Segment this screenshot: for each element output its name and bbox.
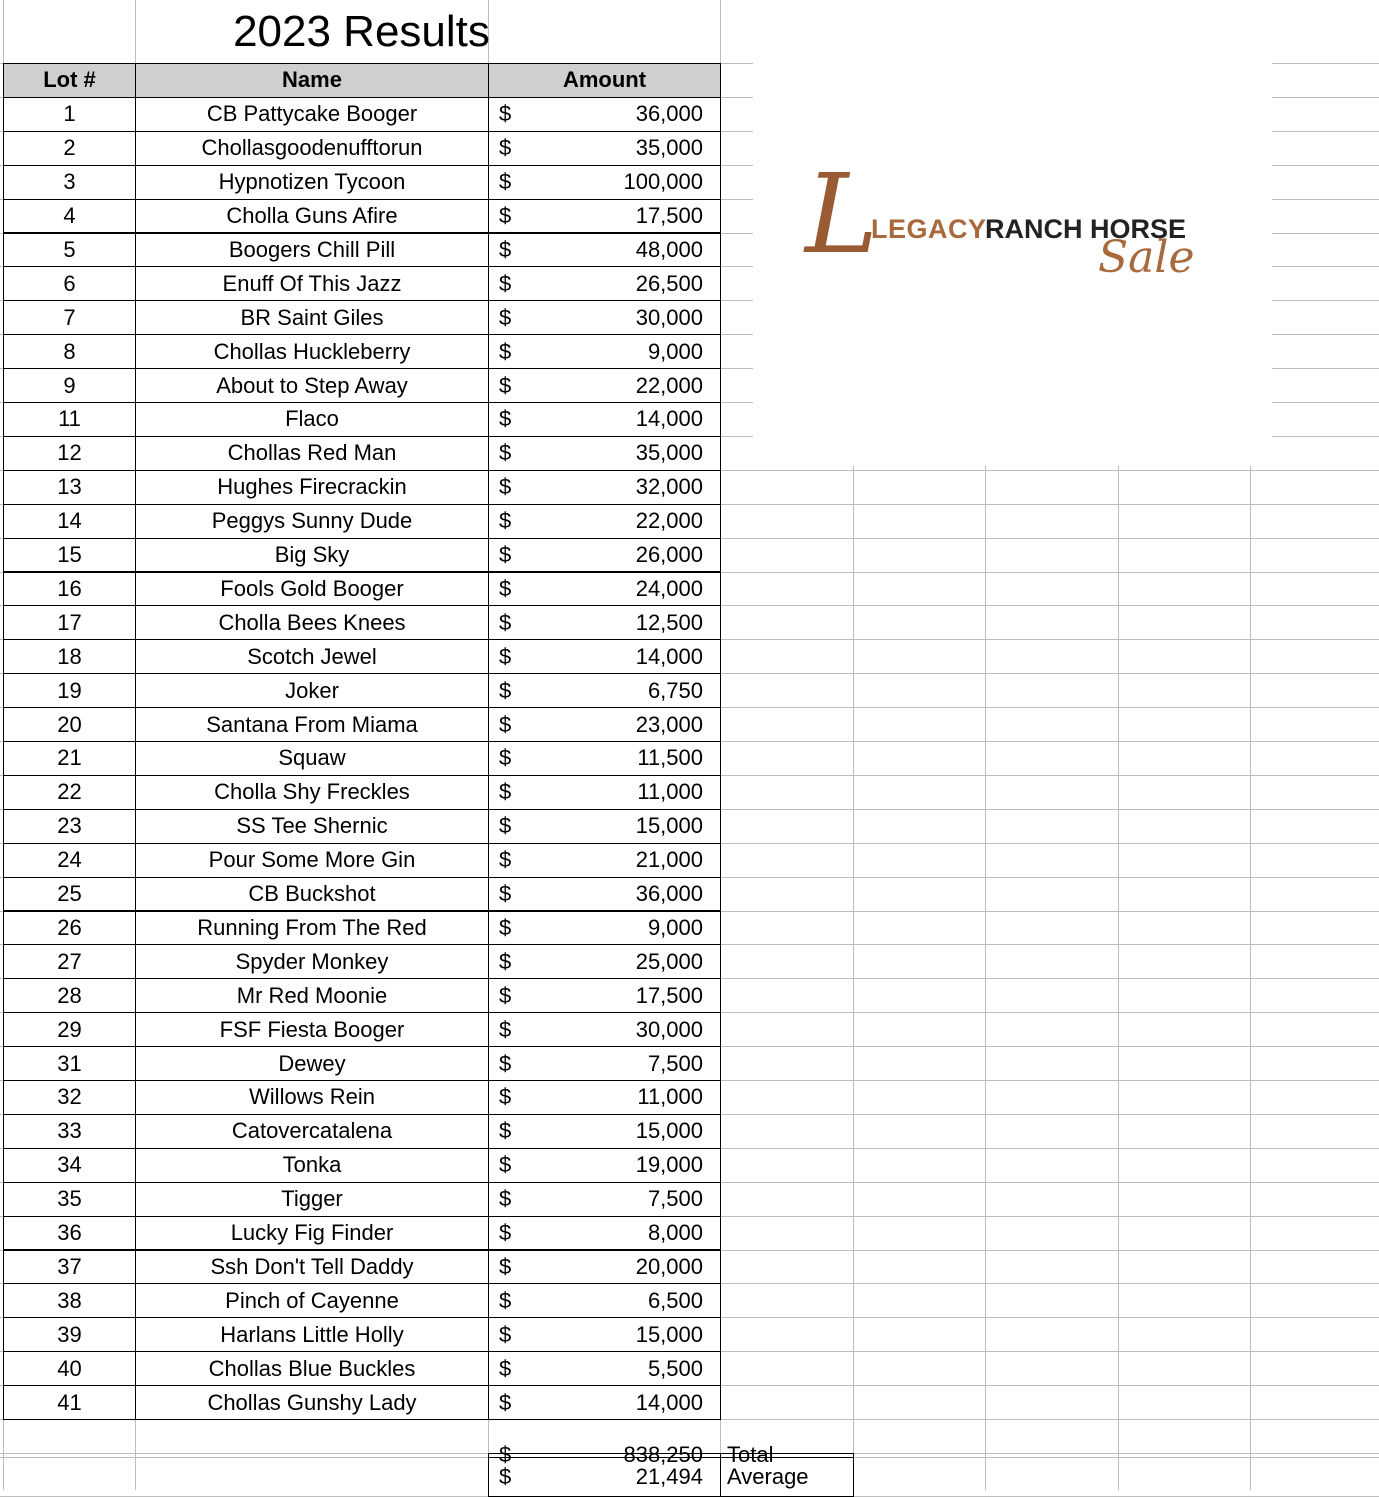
currency-symbol: $ — [499, 1084, 512, 1110]
header-amount-text: Amount — [562, 67, 647, 93]
lot-cell-text: 17 — [57, 609, 82, 635]
lot-cell[interactable] — [3, 334, 136, 369]
name-cell[interactable] — [135, 1283, 489, 1318]
currency-symbol: $ — [499, 508, 512, 534]
name-cell-text: Willows Rein — [249, 1084, 375, 1110]
amount-cell-text: 35,000 — [635, 440, 703, 466]
amount-cell[interactable] — [488, 504, 721, 539]
name-cell-text: Chollas Huckleberry — [213, 338, 411, 364]
currency-symbol: $ — [499, 982, 512, 1008]
lot-cell[interactable] — [3, 1385, 136, 1420]
name-cell-text: SS Tee Shernic — [236, 813, 388, 839]
currency-symbol: $ — [499, 440, 512, 466]
amount-cell[interactable] — [488, 877, 721, 912]
lot-cell-text: 33 — [57, 1118, 82, 1144]
amount-cell-text: 26,500 — [635, 270, 703, 296]
summary-amount-cell-text: 838,250 — [623, 1442, 703, 1468]
header-amount[interactable] — [488, 63, 721, 98]
name-cell-text: Dewey — [278, 1050, 346, 1076]
currency-symbol: $ — [499, 1220, 512, 1246]
lot-cell-text: 12 — [57, 440, 82, 466]
lot-cell-text: 9 — [63, 372, 76, 398]
amount-cell-text: 6,500 — [647, 1287, 703, 1313]
name-cell-text: Boogers Chill Pill — [228, 236, 396, 262]
amount-cell[interactable] — [488, 402, 721, 437]
name-cell[interactable] — [135, 572, 489, 607]
amount-cell-text: 26,000 — [635, 542, 703, 568]
currency-symbol: $ — [499, 1016, 512, 1042]
currency-symbol: $ — [499, 542, 512, 568]
amount-cell[interactable] — [488, 199, 721, 234]
header-lot-text: Lot # — [43, 67, 96, 93]
amount-cell-text: 17,500 — [635, 203, 703, 229]
amount-cell-text: 15,000 — [635, 813, 703, 839]
currency-symbol: $ — [499, 1355, 512, 1381]
lot-cell[interactable] — [3, 1250, 136, 1285]
amount-cell-text: 20,000 — [635, 1253, 703, 1279]
amount-cell[interactable] — [488, 1080, 721, 1115]
name-cell-text: Flaco — [285, 406, 339, 432]
amount-cell[interactable] — [488, 639, 721, 674]
lot-cell-text: 34 — [57, 1152, 82, 1178]
currency-symbol: $ — [499, 372, 512, 398]
currency-symbol: $ — [499, 169, 512, 195]
name-cell-text: Chollas Red Man — [227, 440, 397, 466]
currency-symbol: $ — [499, 948, 512, 974]
lot-cell-text: 2 — [63, 135, 76, 161]
lot-cell-text: 36 — [57, 1220, 82, 1246]
name-cell[interactable] — [135, 131, 489, 166]
lot-cell-text: 32 — [57, 1084, 82, 1110]
header-name[interactable] — [135, 63, 489, 98]
amount-cell[interactable] — [488, 843, 721, 878]
lot-cell[interactable] — [3, 707, 136, 742]
amount-cell-text: 11,000 — [637, 779, 703, 805]
name-cell[interactable] — [135, 368, 489, 403]
name-cell-text: Pinch of Cayenne — [225, 1287, 399, 1313]
lot-cell-text: 39 — [57, 1321, 82, 1347]
amount-cell[interactable] — [488, 470, 721, 505]
lot-cell[interactable] — [3, 911, 136, 946]
sheet-title: 2023 Results — [233, 6, 490, 56]
name-cell[interactable] — [135, 233, 489, 268]
lot-cell-text: 15 — [57, 542, 82, 568]
lot-cell-text: 24 — [57, 847, 82, 873]
name-cell-text: Scotch Jewel — [247, 643, 377, 669]
lot-cell-text: 5 — [63, 236, 76, 262]
name-cell-text: Squaw — [278, 745, 346, 771]
name-cell-text: Big Sky — [274, 542, 350, 568]
header-name-text: Name — [282, 67, 342, 93]
amount-cell[interactable] — [488, 97, 721, 132]
amount-cell-text: 15,000 — [635, 1321, 703, 1347]
lot-cell[interactable] — [3, 436, 136, 471]
lot-cell[interactable] — [3, 368, 136, 403]
name-cell-text: Pour Some More Gin — [208, 847, 416, 873]
lot-cell-text: 37 — [57, 1253, 82, 1279]
lot-cell-text: 25 — [57, 881, 82, 907]
lot-cell[interactable] — [3, 605, 136, 640]
amount-cell[interactable] — [488, 368, 721, 403]
amount-cell[interactable] — [488, 1385, 721, 1420]
name-cell-text: Chollas Gunshy Lady — [207, 1389, 417, 1415]
currency-symbol: $ — [499, 1442, 512, 1468]
amount-cell-text: 21,000 — [635, 847, 703, 873]
name-cell[interactable] — [135, 809, 489, 844]
lot-cell[interactable] — [3, 877, 136, 912]
name-cell-text: CB Buckshot — [248, 881, 376, 907]
currency-symbol: $ — [499, 236, 512, 262]
currency-symbol: $ — [499, 1152, 512, 1178]
amount-cell-text: 23,000 — [635, 711, 703, 737]
currency-symbol: $ — [499, 575, 512, 601]
name-cell[interactable] — [135, 1046, 489, 1081]
amount-cell-text: 6,750 — [647, 677, 703, 703]
lot-cell-text: 4 — [63, 203, 76, 229]
amount-cell[interactable] — [488, 775, 721, 810]
name-cell[interactable] — [135, 741, 489, 776]
currency-symbol: $ — [499, 1287, 512, 1313]
name-cell[interactable] — [135, 97, 489, 132]
currency-symbol: $ — [499, 677, 512, 703]
lot-cell[interactable] — [3, 843, 136, 878]
lot-cell-text: 38 — [57, 1287, 82, 1313]
lot-cell-text: 19 — [57, 677, 82, 703]
currency-symbol: $ — [499, 745, 512, 771]
currency-symbol: $ — [499, 1186, 512, 1212]
currency-symbol: $ — [499, 1050, 512, 1076]
lot-cell-text: 1 — [63, 101, 76, 127]
header-lot[interactable] — [3, 63, 136, 98]
lot-cell-text: 27 — [57, 948, 82, 974]
lot-cell-text: 6 — [63, 270, 76, 296]
amount-cell[interactable] — [488, 944, 721, 979]
amount-cell-text: 22,000 — [635, 508, 703, 534]
amount-cell-text: 7,500 — [647, 1186, 703, 1212]
lot-cell-text: 8 — [63, 338, 76, 364]
amount-cell[interactable] — [488, 1114, 721, 1149]
amount-cell[interactable] — [488, 978, 721, 1013]
amount-cell-text: 35,000 — [635, 135, 703, 161]
lot-cell[interactable] — [3, 1283, 136, 1318]
lot-cell-text: 13 — [57, 474, 82, 500]
summary-label-cell-text: Total — [727, 1442, 774, 1468]
name-cell-text: Peggys Sunny Dude — [211, 508, 413, 534]
name-cell[interactable] — [135, 1385, 489, 1420]
amount-cell-text: 19,000 — [635, 1152, 703, 1178]
amount-cell[interactable] — [488, 572, 721, 607]
name-cell[interactable] — [135, 775, 489, 810]
currency-symbol: $ — [499, 406, 512, 432]
amount-cell-text: 7,500 — [647, 1050, 703, 1076]
lot-cell-text: 3 — [63, 169, 76, 195]
amount-cell-text: 30,000 — [635, 304, 703, 330]
name-cell-text: Catovercatalena — [231, 1118, 393, 1144]
name-cell[interactable] — [135, 1114, 489, 1149]
name-cell[interactable] — [135, 402, 489, 437]
name-cell[interactable] — [135, 707, 489, 742]
amount-cell[interactable] — [488, 300, 721, 335]
amount-cell-text: 9,000 — [647, 914, 703, 940]
name-cell[interactable] — [135, 1216, 489, 1251]
amount-cell-text: 24,000 — [635, 575, 703, 601]
lot-cell[interactable] — [3, 1114, 136, 1149]
amount-cell-text: 48,000 — [635, 236, 703, 262]
currency-symbol: $ — [499, 101, 512, 127]
name-cell-text: Cholla Guns Afire — [226, 203, 398, 229]
name-cell-text: FSF Fiesta Booger — [219, 1016, 405, 1042]
currency-symbol: $ — [499, 135, 512, 161]
name-cell-text: CB Pattycake Booger — [206, 101, 418, 127]
lot-cell[interactable] — [3, 572, 136, 607]
lot-cell[interactable] — [3, 470, 136, 505]
logo-ranch-horse-text: RANCH HORSE — [985, 214, 1187, 244]
lot-cell-text: 26 — [57, 914, 82, 940]
name-cell[interactable] — [135, 165, 489, 200]
currency-symbol: $ — [499, 304, 512, 330]
lot-cell[interactable] — [3, 504, 136, 539]
lot-cell[interactable] — [3, 538, 136, 573]
currency-symbol: $ — [499, 1389, 512, 1415]
currency-symbol: $ — [499, 813, 512, 839]
name-cell[interactable] — [135, 470, 489, 505]
lot-cell[interactable] — [3, 1012, 136, 1047]
name-cell[interactable] — [135, 944, 489, 979]
lot-cell[interactable] — [3, 1046, 136, 1081]
amount-cell[interactable] — [488, 1317, 721, 1352]
currency-symbol: $ — [499, 1321, 512, 1347]
amount-cell[interactable] — [488, 538, 721, 573]
name-cell[interactable] — [135, 1182, 489, 1217]
name-cell-text: Harlans Little Holly — [220, 1321, 404, 1347]
amount-cell-text: 14,000 — [635, 643, 703, 669]
logo-script-l: L — [805, 150, 879, 278]
amount-cell[interactable] — [488, 266, 721, 301]
currency-symbol: $ — [499, 881, 512, 907]
currency-symbol: $ — [499, 203, 512, 229]
amount-cell-text: 100,000 — [623, 169, 703, 195]
lot-cell-text: 40 — [57, 1355, 82, 1381]
lot-cell[interactable] — [3, 673, 136, 708]
lot-cell-text: 41 — [57, 1389, 82, 1415]
logo-sale-text: Sale — [1098, 232, 1195, 283]
name-cell[interactable] — [135, 673, 489, 708]
name-cell[interactable] — [135, 538, 489, 573]
lot-cell-text: 22 — [57, 779, 82, 805]
lot-cell[interactable] — [3, 233, 136, 268]
name-cell-text: Enuff Of This Jazz — [222, 270, 402, 296]
lot-cell[interactable] — [3, 1351, 136, 1386]
amount-cell[interactable] — [488, 1148, 721, 1183]
name-cell[interactable] — [135, 266, 489, 301]
lot-cell[interactable] — [3, 639, 136, 674]
amount-cell-text: 32,000 — [635, 474, 703, 500]
name-cell[interactable] — [135, 334, 489, 369]
amount-cell[interactable] — [488, 1283, 721, 1318]
lot-cell[interactable] — [3, 978, 136, 1013]
name-cell-text: Cholla Bees Knees — [218, 609, 406, 635]
lot-cell[interactable] — [3, 1182, 136, 1217]
lot-cell-text: 35 — [57, 1186, 82, 1212]
currency-symbol: $ — [499, 1253, 512, 1279]
lot-cell[interactable] — [3, 402, 136, 437]
name-cell[interactable] — [135, 1250, 489, 1285]
lot-cell-text: 28 — [57, 982, 82, 1008]
name-cell[interactable] — [135, 877, 489, 912]
name-cell[interactable] — [135, 1351, 489, 1386]
currency-symbol: $ — [499, 914, 512, 940]
name-cell[interactable] — [135, 911, 489, 946]
name-cell[interactable] — [135, 639, 489, 674]
amount-cell[interactable] — [488, 741, 721, 776]
name-cell-text: Mr Red Moonie — [236, 982, 388, 1008]
amount-cell-text: 8,000 — [647, 1220, 703, 1246]
amount-cell[interactable] — [488, 1216, 721, 1251]
lot-cell-text: 31 — [57, 1050, 82, 1076]
lot-cell[interactable] — [3, 1080, 136, 1115]
amount-cell[interactable] — [488, 1046, 721, 1081]
lot-cell[interactable] — [3, 97, 136, 132]
currency-symbol: $ — [499, 270, 512, 296]
lot-cell-text: 11 — [58, 406, 81, 432]
currency-symbol: $ — [499, 338, 512, 364]
amount-cell[interactable] — [488, 1250, 721, 1285]
currency-symbol: $ — [499, 1118, 512, 1144]
name-cell-text: Chollas Blue Buckles — [208, 1355, 416, 1381]
lot-cell-text: 20 — [57, 711, 82, 737]
lot-cell[interactable] — [3, 775, 136, 810]
lot-cell[interactable] — [3, 266, 136, 301]
amount-cell-text: 30,000 — [635, 1016, 703, 1042]
amount-cell-text: 22,000 — [635, 372, 703, 398]
amount-cell-text: 5,500 — [647, 1355, 703, 1381]
name-cell-text: About to Step Away — [216, 372, 408, 398]
name-cell[interactable] — [135, 300, 489, 335]
amount-cell[interactable] — [488, 911, 721, 946]
amount-cell[interactable] — [488, 1182, 721, 1217]
amount-cell[interactable] — [488, 1012, 721, 1047]
name-cell-text: BR Saint Giles — [240, 304, 384, 330]
name-cell-text: Cholla Shy Freckles — [214, 779, 410, 805]
name-cell-text: Ssh Don't Tell Daddy — [210, 1253, 414, 1279]
name-cell[interactable] — [135, 843, 489, 878]
lot-cell[interactable] — [3, 131, 136, 166]
currency-symbol: $ — [499, 847, 512, 873]
name-cell-text: Lucky Fig Finder — [230, 1220, 394, 1246]
lot-cell-text: 16 — [57, 575, 82, 601]
amount-cell-text: 9,000 — [647, 338, 703, 364]
name-cell-text: Hypnotizen Tycoon — [218, 169, 406, 195]
amount-cell-text: 15,000 — [635, 1118, 703, 1144]
lot-cell-text: 18 — [57, 643, 82, 669]
amount-cell[interactable] — [488, 1351, 721, 1386]
name-cell[interactable] — [135, 1317, 489, 1352]
amount-cell[interactable] — [488, 436, 721, 471]
lot-cell[interactable] — [3, 199, 136, 234]
amount-cell[interactable] — [488, 809, 721, 844]
name-cell[interactable] — [135, 504, 489, 539]
lot-cell[interactable] — [3, 165, 136, 200]
amount-cell[interactable] — [488, 707, 721, 742]
currency-symbol: $ — [499, 779, 512, 805]
name-cell[interactable] — [135, 1012, 489, 1047]
lot-cell[interactable] — [3, 1317, 136, 1352]
name-cell-text: Joker — [285, 677, 339, 703]
amount-cell-text: 36,000 — [635, 101, 703, 127]
name-cell[interactable] — [135, 978, 489, 1013]
amount-cell[interactable] — [488, 673, 721, 708]
name-cell-text: Fools Gold Booger — [220, 575, 404, 601]
summary-amount-cell-text: 21,494 — [635, 1464, 703, 1489]
amount-cell[interactable] — [488, 233, 721, 268]
name-cell[interactable] — [135, 199, 489, 234]
lot-cell[interactable] — [3, 809, 136, 844]
summary-amount-cell[interactable] — [488, 1457, 721, 1497]
amount-cell-text: 25,000 — [635, 948, 703, 974]
lot-cell-text: 29 — [57, 1016, 82, 1042]
name-cell-text: Hughes Firecrackin — [217, 474, 407, 500]
amount-cell-text: 36,000 — [635, 881, 703, 907]
currency-symbol: $ — [499, 711, 512, 737]
amount-cell[interactable] — [488, 165, 721, 200]
name-cell[interactable] — [135, 436, 489, 471]
amount-cell[interactable] — [488, 605, 721, 640]
lot-cell-text: 23 — [57, 813, 82, 839]
name-cell-text: Tonka — [282, 1152, 342, 1178]
amount-cell-text: 14,000 — [635, 1389, 703, 1415]
name-cell-text: Running From The Red — [197, 914, 427, 940]
summary-label-cell-text: Average — [727, 1464, 809, 1489]
amount-cell-text: 14,000 — [635, 406, 703, 432]
name-cell-text: Tigger — [281, 1186, 343, 1212]
lot-cell[interactable] — [3, 944, 136, 979]
name-cell[interactable] — [135, 605, 489, 640]
logo-legacy-text: LEGACY — [871, 214, 987, 244]
name-cell[interactable] — [135, 1148, 489, 1183]
summary-label-cell[interactable] — [720, 1457, 854, 1497]
amount-cell-text: 17,500 — [635, 982, 703, 1008]
amount-cell[interactable] — [488, 334, 721, 369]
lot-cell[interactable] — [3, 300, 136, 335]
name-cell[interactable] — [135, 1080, 489, 1115]
lot-cell[interactable] — [3, 741, 136, 776]
name-cell-text: Spyder Monkey — [235, 948, 389, 974]
currency-symbol: $ — [499, 1464, 512, 1489]
lot-cell-text: 14 — [57, 508, 82, 534]
amount-cell-text: 11,500 — [637, 745, 703, 771]
currency-symbol: $ — [499, 474, 512, 500]
currency-symbol: $ — [499, 643, 512, 669]
amount-cell-text: 12,500 — [635, 609, 703, 635]
lot-cell[interactable] — [3, 1216, 136, 1251]
amount-cell[interactable] — [488, 131, 721, 166]
name-cell-text: Santana From Miama — [206, 711, 418, 737]
lot-cell-text: 21 — [57, 745, 82, 771]
lot-cell-text: 7 — [63, 304, 76, 330]
currency-symbol: $ — [499, 609, 512, 635]
amount-cell-text: 11,000 — [637, 1084, 703, 1110]
lot-cell[interactable] — [3, 1148, 136, 1183]
legacy-ranch-horse-sale-logo — [805, 150, 1215, 290]
name-cell-text: Chollasgoodenufftorun — [201, 135, 423, 161]
